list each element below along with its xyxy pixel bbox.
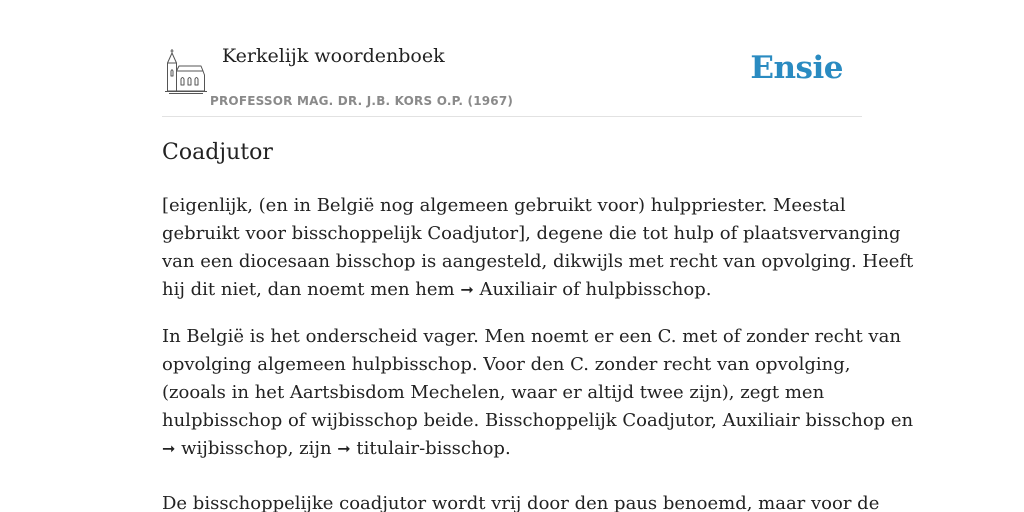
- link-titulair-bisschop[interactable]: titulair-bisschop: [356, 438, 505, 459]
- paragraph-text: of hulpbisschop.: [556, 279, 712, 300]
- paragraph-line: In België is het onderscheid vager. Men noemt er een C. met of zonder recht van: [162, 326, 901, 347]
- book-author: PROFESSOR MAG. DR. J.B. KORS O.P. (1967): [210, 94, 514, 108]
- paragraph-line: [eigenlijk, (en in België nog algemeen gebruikt voor) hulppriester. Meestal: [162, 195, 846, 216]
- paragraph-text: .: [504, 438, 511, 459]
- arrow-right-icon: ➞: [337, 439, 351, 458]
- paragraph-line: hulpbisschop of wijbisschop beide. Bisschoppelijk Coadjutor, Auxiliair bisschop en: [162, 410, 914, 431]
- arrow-right-icon: ➞: [162, 439, 176, 458]
- entry-paragraph-1: [162, 192, 914, 304]
- paragraph-text: hij dit niet, dan noemt men hem: [162, 279, 461, 300]
- arrow-right-icon: ➞: [460, 280, 474, 299]
- church-icon: [165, 49, 207, 95]
- content-column: [162, 0, 914, 512]
- book-title[interactable]: Kerkelijk woordenboek: [222, 45, 445, 67]
- paragraph-line: [162, 438, 511, 459]
- paragraph-line: gebruikt voor bisschoppelijk Coadjutor], degene die tot hulp of plaatsvervanging: [162, 223, 901, 244]
- entry-title: Coadjutor: [162, 140, 273, 165]
- paragraph-line: (zooals in het Aartsbisdom Mechelen, waar er altijd twee zijn), zegt men: [162, 382, 825, 403]
- paragraph-line: van een diocesaan bisschop is aangesteld, dikwijls met recht van opvolging. Heeft: [162, 251, 914, 272]
- link-auxiliair[interactable]: Auxiliair: [479, 279, 557, 300]
- entry-paragraph-2: [162, 323, 914, 463]
- link-wijbisschop[interactable]: wijbisschop: [181, 438, 288, 459]
- paragraph-line: De bisschoppelijke coadjutor wordt vrij door den paus benoemd, maar voor de: [162, 493, 880, 512]
- ensie-logo[interactable]: Ensie: [750, 50, 843, 86]
- entry-paragraph-3: [162, 490, 880, 512]
- paragraph-line: [162, 279, 711, 300]
- paragraph-text: , zijn: [287, 438, 338, 459]
- book-header: [162, 0, 862, 117]
- paragraph-line: opvolging algemeen hulpbisschop. Voor den C. zonder recht van opvolging,: [162, 354, 851, 375]
